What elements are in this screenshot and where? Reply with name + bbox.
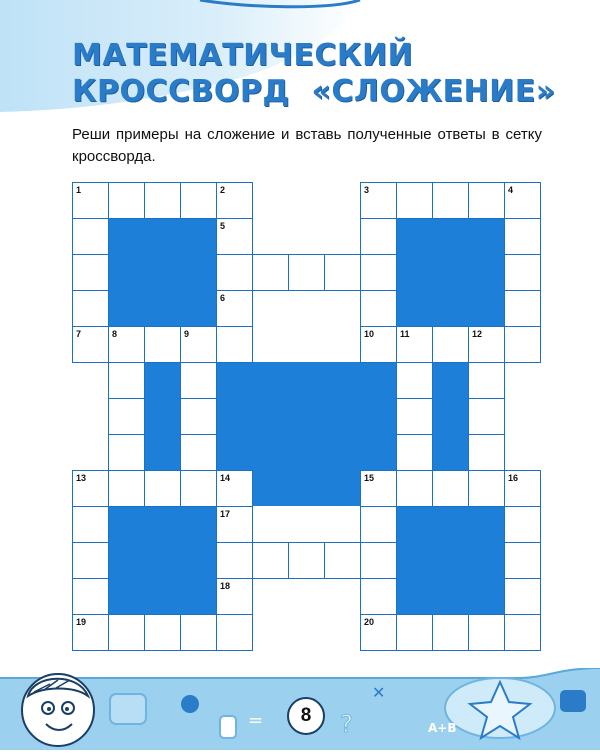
clue-number: 4 [508, 185, 514, 195]
crossword-cell[interactable] [108, 434, 145, 471]
crossword-cell[interactable] [108, 614, 145, 651]
svg-text:A+B: A+B [428, 721, 457, 735]
crossword-cell[interactable] [504, 614, 541, 651]
clue-number: 18 [220, 581, 231, 591]
crossword-cell[interactable] [72, 506, 109, 543]
blue-block [144, 362, 180, 470]
clue-number: 9 [184, 329, 190, 339]
crossword-cell[interactable] [144, 326, 181, 363]
clue-number: 10 [364, 329, 375, 339]
clue-number: 16 [508, 473, 519, 483]
crossword-cell[interactable] [108, 362, 145, 399]
crossword-cell[interactable] [216, 614, 253, 651]
crossword-cell[interactable] [72, 542, 109, 579]
clue-number: 15 [364, 473, 375, 483]
title-line-1: МАТЕМАТИЧЕСКИЙ [72, 38, 414, 73]
crossword-cell[interactable] [108, 470, 145, 507]
crossword-cell[interactable] [324, 254, 361, 291]
crossword-cell[interactable] [216, 254, 253, 291]
page-title [72, 38, 556, 110]
crossword-cell[interactable] [180, 434, 217, 471]
crossword-cell[interactable] [72, 254, 109, 291]
crossword-cell[interactable] [72, 290, 109, 327]
crossword-cell[interactable] [504, 218, 541, 255]
crossword-cell[interactable] [144, 470, 181, 507]
crossword-cell[interactable] [144, 182, 181, 219]
crossword-cell[interactable] [432, 182, 469, 219]
crossword-cell[interactable] [468, 614, 505, 651]
clue-number: 7 [76, 329, 82, 339]
crossword-cell[interactable] [504, 506, 541, 543]
crossword-cell[interactable] [396, 434, 433, 471]
svg-text:=: = [248, 710, 264, 731]
crossword-cell[interactable] [144, 614, 181, 651]
crossword-cell[interactable] [432, 470, 469, 507]
crossword-cell[interactable] [180, 398, 217, 435]
crossword-cell[interactable] [252, 542, 289, 579]
crossword-cell[interactable] [468, 182, 505, 219]
crossword-cell[interactable] [360, 578, 397, 615]
svg-text:✕: ✕ [372, 683, 386, 702]
crossword-cell[interactable] [360, 218, 397, 255]
crossword-cell[interactable] [216, 542, 253, 579]
crossword-cell[interactable] [504, 290, 541, 327]
mascot-image [14, 666, 98, 750]
crossword-cell[interactable] [504, 578, 541, 615]
crossword-cell[interactable] [72, 578, 109, 615]
crossword-cell[interactable] [72, 218, 109, 255]
clue-number: 3 [364, 185, 370, 195]
crossword-cell[interactable] [216, 326, 253, 363]
crossword-cell[interactable] [432, 614, 469, 651]
blue-block [432, 362, 468, 470]
clue-number: 12 [472, 329, 483, 339]
clue-number: 6 [220, 293, 226, 303]
clue-number: 19 [76, 617, 87, 627]
crossword-cell[interactable] [468, 398, 505, 435]
crossword-cell[interactable] [108, 182, 145, 219]
blue-block [108, 506, 216, 614]
crossword-cell[interactable] [504, 326, 541, 363]
title-line-2: КРОССВОРД «СЛОЖЕНИЕ» [72, 74, 556, 109]
crossword-cell[interactable] [396, 362, 433, 399]
clue-number: 2 [220, 185, 226, 195]
svg-text:?: ? [340, 710, 353, 738]
clue-number: 5 [220, 221, 226, 231]
crossword-cell[interactable] [180, 362, 217, 399]
clue-number: 17 [220, 509, 231, 519]
clue-number: 8 [112, 329, 118, 339]
crossword-cell[interactable] [360, 254, 397, 291]
crossword-cell[interactable] [504, 254, 541, 291]
crossword-cell[interactable] [504, 542, 541, 579]
crossword-cell[interactable] [396, 614, 433, 651]
instructions-text: Реши примеры на сложение и вставь полученные ответы в сетку кроссворда. [72, 126, 542, 165]
crossword-cell[interactable] [360, 506, 397, 543]
crossword-cell[interactable] [360, 542, 397, 579]
clue-number: 13 [76, 473, 87, 483]
crossword-cell[interactable] [288, 254, 325, 291]
crossword-cell[interactable] [288, 542, 325, 579]
crossword-cell[interactable] [396, 470, 433, 507]
blue-block [108, 218, 216, 326]
crossword-cell[interactable] [180, 182, 217, 219]
clue-number: 11 [400, 329, 410, 339]
crossword-cell[interactable] [468, 362, 505, 399]
clue-number: 20 [364, 617, 375, 627]
clue-number: 1 [76, 185, 82, 195]
crossword-cell[interactable] [468, 470, 505, 507]
crossword-cell[interactable] [432, 326, 469, 363]
blue-block [396, 506, 504, 614]
blue-block [396, 218, 504, 326]
crossword-cell[interactable] [468, 434, 505, 471]
crossword-cell[interactable] [252, 254, 289, 291]
crossword-cell[interactable] [360, 290, 397, 327]
crossword-cell[interactable] [396, 398, 433, 435]
crossword-grid [72, 182, 540, 639]
crossword-cell[interactable] [324, 542, 361, 579]
clue-number: 14 [220, 473, 231, 483]
crossword-cell[interactable] [108, 398, 145, 435]
page-number: 8 [287, 697, 325, 735]
crossword-cell[interactable] [180, 614, 217, 651]
crossword-cell[interactable] [180, 470, 217, 507]
crossword-cell[interactable] [396, 182, 433, 219]
